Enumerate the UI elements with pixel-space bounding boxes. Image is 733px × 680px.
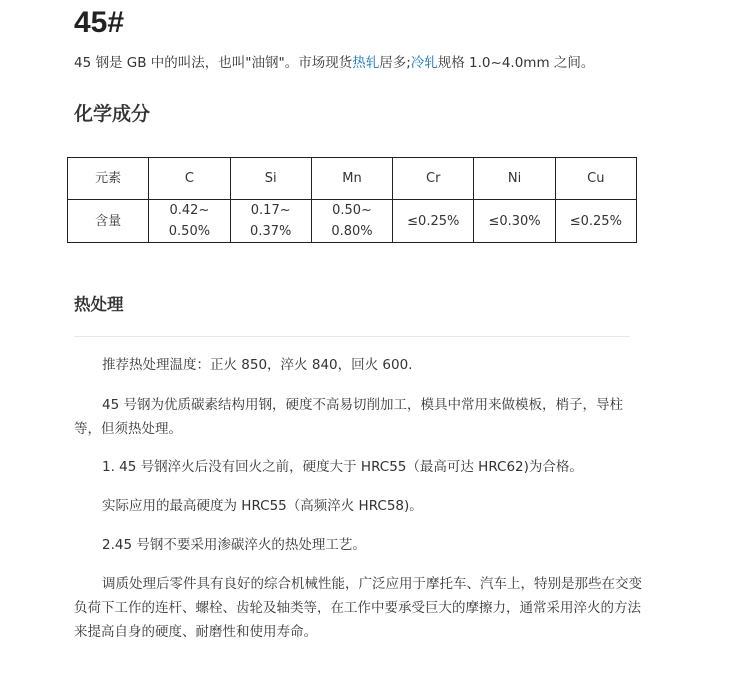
intro-text-3: 规格 1.0~4.0mm 之间。 <box>437 55 595 71</box>
cell-cu-value: ≤0.25% <box>555 200 636 243</box>
cell-si-min: 0.17~ <box>250 203 291 218</box>
cold-rolled-link[interactable]: 冷轧 <box>410 55 438 71</box>
composition-table <box>67 157 637 243</box>
header-cell-ni: Ni <box>474 158 555 200</box>
paragraph-steel-description: 45 号钢为优质碳素结构用钢，硬度不高易切削加工，模具中常用来做模板，梢子，导柱等，但须热处理。 <box>74 397 623 437</box>
cell-mn-max: 0.80% <box>331 224 373 239</box>
cell-ni-value: ≤0.30% <box>474 200 555 243</box>
cell-si-max: 0.37% <box>250 224 292 239</box>
cell-cr-value: ≤0.25% <box>393 200 474 243</box>
cell-c-max: 0.50% <box>168 224 211 239</box>
cell-mn-min: 0.50~ <box>332 203 372 218</box>
row-label-content: 含量 <box>68 200 149 243</box>
intro-text-2: 居多; <box>379 55 411 71</box>
section-heading-heat-treatment: 热处理 <box>74 295 124 314</box>
table-row-content <box>68 200 637 243</box>
intro-paragraph <box>74 53 714 73</box>
paragraph-recommended-temps: 推荐热处理温度：正火 850，淬火 840，回火 600. <box>102 357 413 373</box>
header-cell-c: C <box>149 158 230 200</box>
cell-c-value <box>149 200 230 243</box>
page-title: 45# <box>74 6 125 39</box>
paragraph-tempering-applications: 调质处理后零件具有良好的综合机械性能，广泛应用于摩托车、汽车上，特别是那些在交变负荷下工作的连杆、螺栓、齿轮及轴类等，在工作中要承受巨大的摩擦力，通常采用淬火的方法来提高自身的硬度、耐磨性和使用寿命。 <box>74 576 642 640</box>
hot-rolled-link[interactable]: 热轧 <box>352 55 380 71</box>
header-cell-cu: Cu <box>555 158 636 200</box>
table-header-row <box>68 158 637 200</box>
cell-mn-value <box>311 200 392 243</box>
section-heading-chemical-composition: 化学成分 <box>74 103 151 125</box>
paragraph-max-hardness: 实际应用的最高硬度为 HRC55（高频淬火 HRC58)。 <box>102 498 423 514</box>
intro-text-1: 45 钢是 GB 中的叫法，也叫"油钢"。市场现货 <box>74 55 353 71</box>
paragraph-no-carburizing: 2.45 号钢不要采用渗碳淬火的热处理工艺。 <box>102 537 366 553</box>
header-cell-cr: Cr <box>393 158 474 200</box>
header-cell-mn: Mn <box>311 158 392 200</box>
paragraph-hardness-requirement: 1. 45 号钢淬火后没有回火之前，硬度大于 HRC55（最高可达 HRC62)为合格。 <box>102 459 583 475</box>
section-divider <box>74 336 630 337</box>
header-cell-si: Si <box>230 158 311 200</box>
header-cell-element: 元素 <box>68 158 149 200</box>
cell-si-value <box>230 200 311 243</box>
cell-c-min: 0.42~ <box>169 203 210 218</box>
